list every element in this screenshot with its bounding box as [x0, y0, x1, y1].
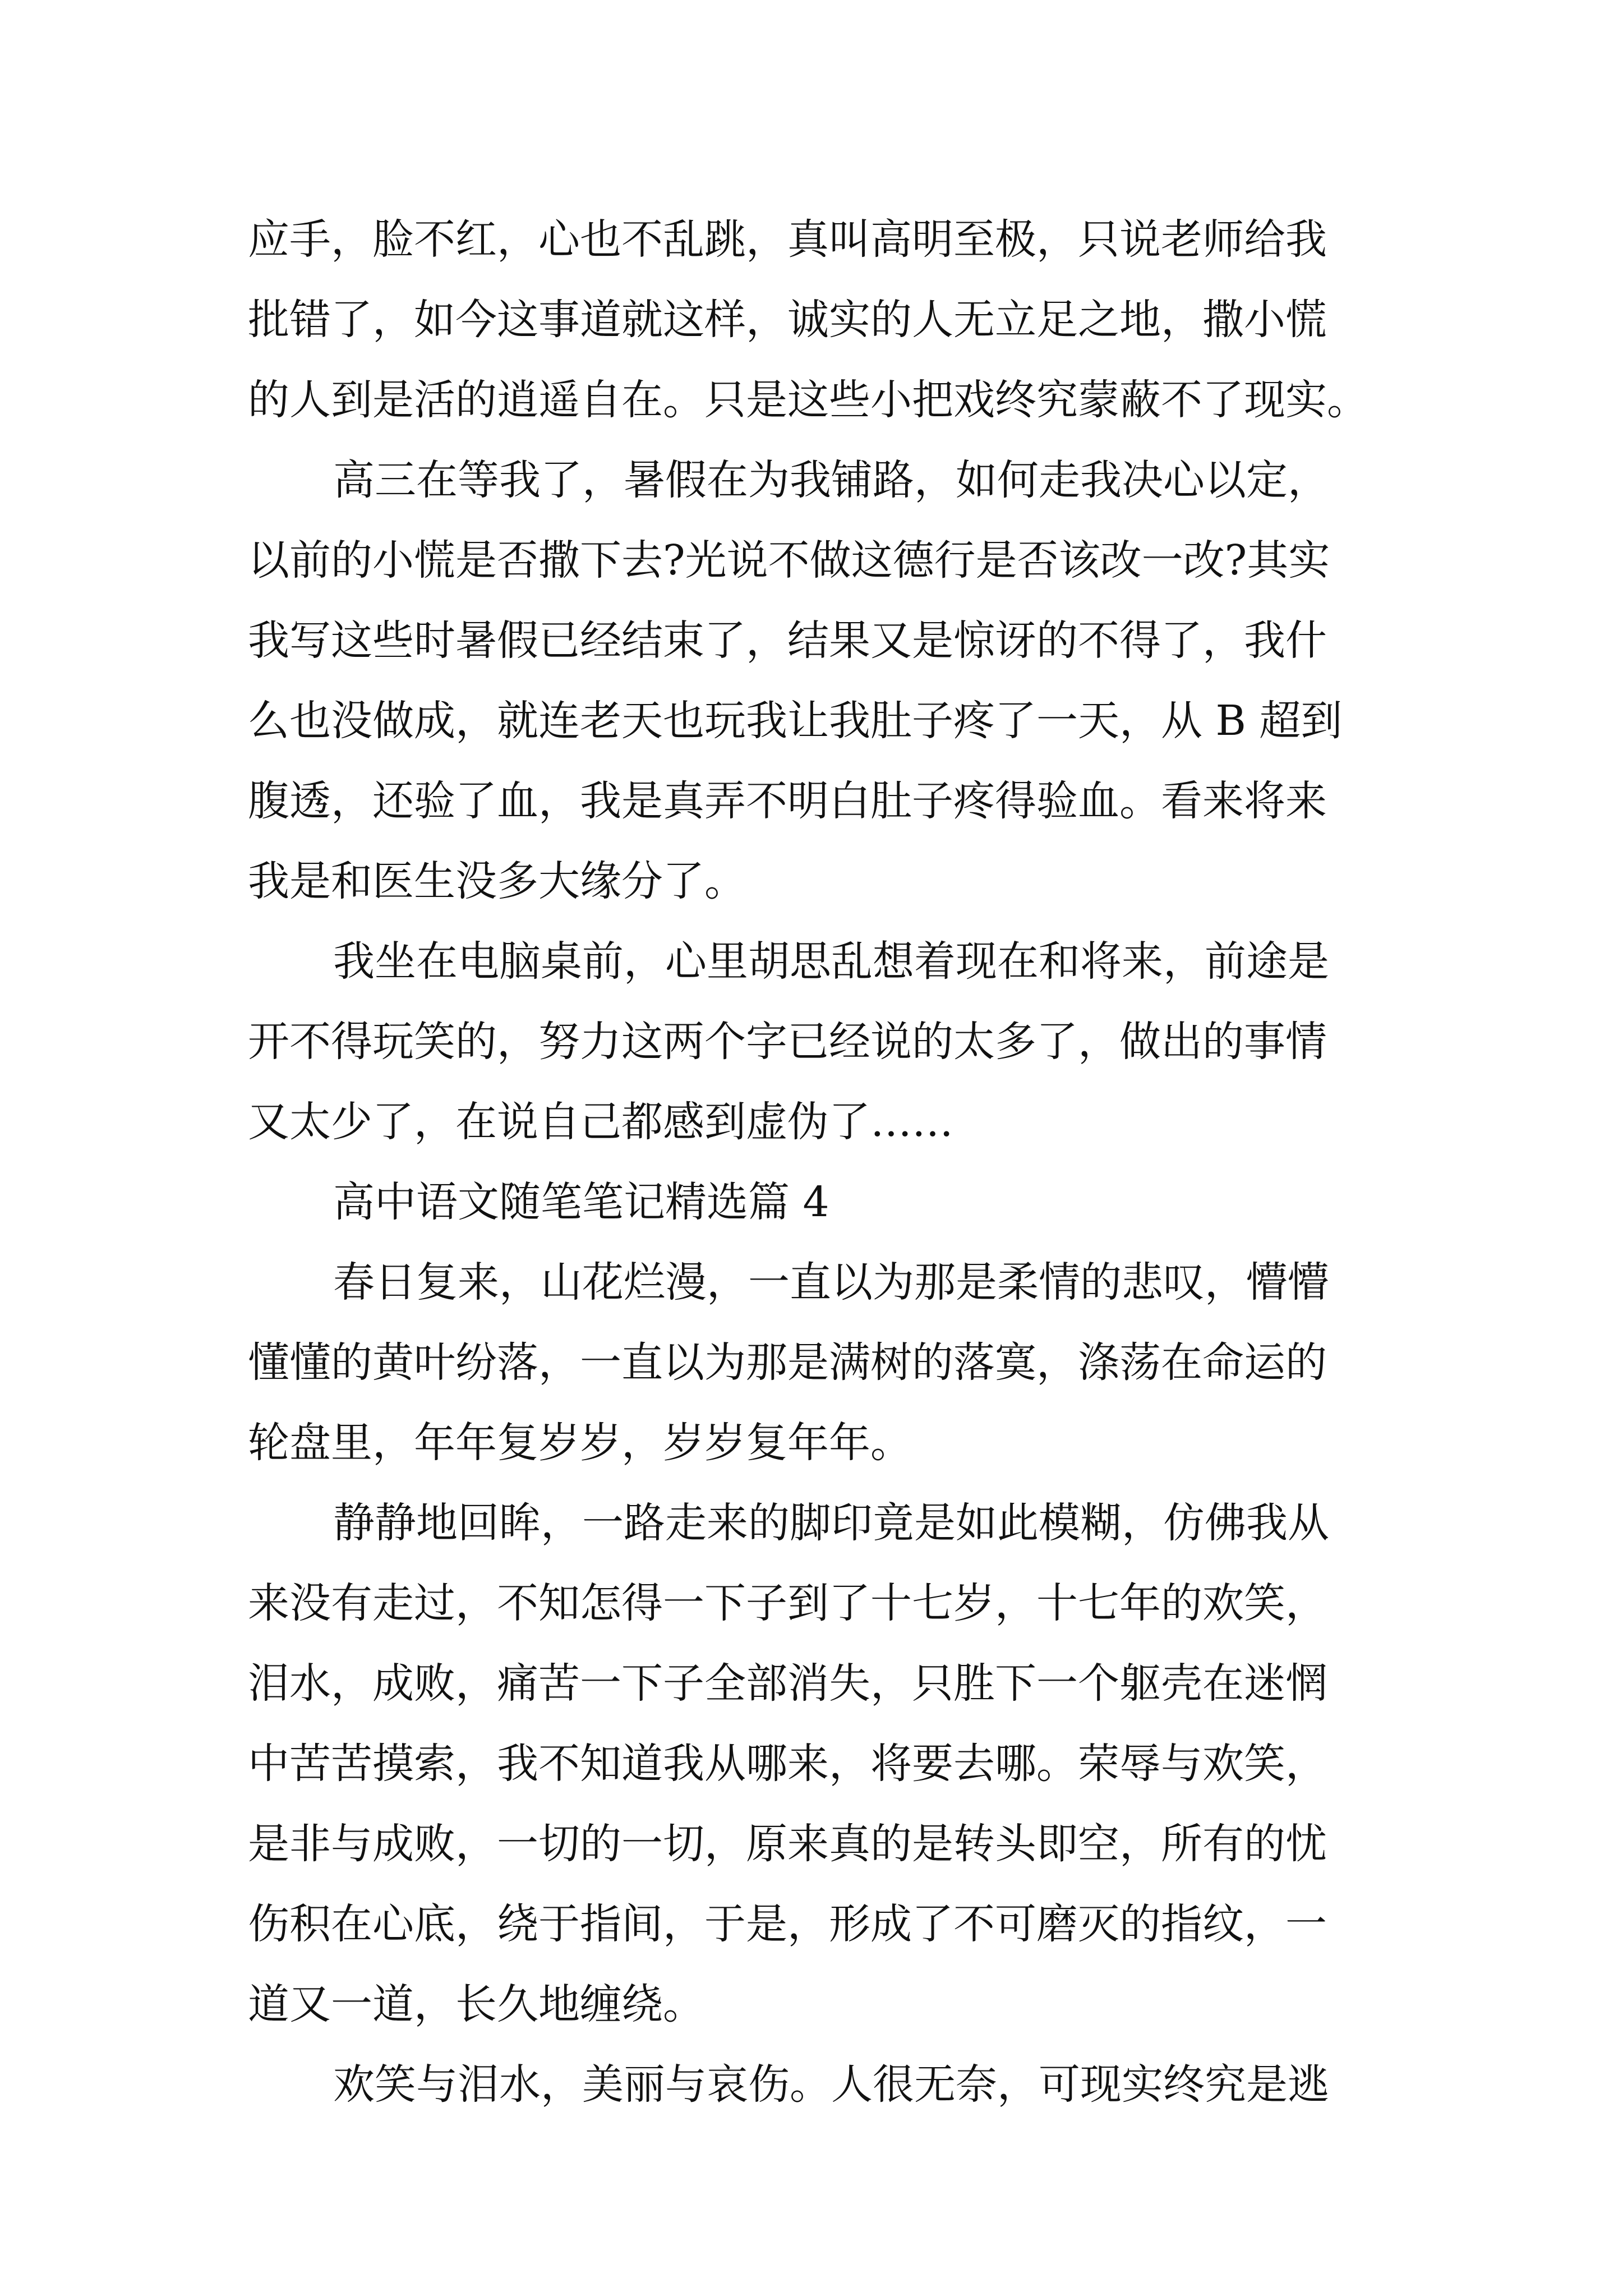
text-line: 春日复来，山花烂漫，一直以为那是柔情的悲叹，懵懵 — [333, 1258, 1329, 1306]
text-line: 我坐在电脑桌前，心里胡思乱想着现在和将来，前途是 — [333, 937, 1329, 986]
text-line: 静静地回眸，一路走来的脚印竟是如此模糊，仿佛我从 — [333, 1499, 1329, 1547]
text-line: 以前的小慌是否撒下去?光说不做这德行是否该改一改?其实 — [248, 536, 1330, 585]
text-line: 应手，脸不红，心也不乱跳，真叫高明至极，只说老师给我 — [248, 215, 1327, 264]
text-line: 么也没做成，就连老天也玩我让我肚子疼了一天，从 B 超到 — [248, 697, 1343, 745]
text-line: 又太少了，在说自己都感到虚伪了…… — [248, 1098, 953, 1146]
text-line: 来没有走过，不知怎得一下子到了十七岁，十七年的欢笑， — [248, 1579, 1327, 1627]
text-line: 道又一道，长久地缠绕。 — [248, 1980, 704, 2028]
text-line: 伤积在心底，绕于指间，于是，形成了不可磨灭的指纹，一 — [248, 1900, 1327, 1948]
text-line: 是非与成败，一切的一切，原来真的是转头即空，所有的忧 — [248, 1820, 1327, 1868]
text-line: 我是和医生没多大缘分了。 — [248, 857, 746, 905]
text-line: 懂懂的黄叶纷落，一直以为那是满树的落寞，涤荡在命运的 — [248, 1338, 1327, 1387]
text-line: 我写这些时暑假已经结束了，结果又是惊讶的不得了，我什 — [248, 616, 1327, 665]
text-line: 的人到是活的逍遥自在。只是这些小把戏终究蒙蔽不了现实。 — [248, 376, 1368, 424]
text-line: 批错了，如今这事道就这样，诚实的人无立足之地，撒小慌 — [248, 296, 1327, 344]
text-line: 开不得玩笑的，努力这两个字已经说的太多了，做出的事情 — [248, 1018, 1327, 1066]
text-line: 中苦苦摸索，我不知道我从哪来，将要去哪。荣辱与欢笑， — [248, 1740, 1327, 1788]
text-line: 欢笑与泪水，美丽与哀伤。人很无奈，可现实终究是逃 — [333, 2060, 1329, 2109]
text-line: 腹透，还验了血，我是真弄不明白肚子疼得验血。看来将来 — [248, 777, 1327, 825]
section-heading: 高中语文随笔笔记精选篇 4 — [333, 1178, 829, 1226]
text-line: 泪水，成败，痛苦一下子全部消失，只胜下一个躯壳在迷惘 — [248, 1659, 1327, 1708]
document-body — [248, 200, 1386, 2125]
text-line: 轮盘里，年年复岁岁，岁岁复年年。 — [248, 1419, 912, 1467]
text-line: 高三在等我了，暑假在为我铺路，如何走我决心以定， — [333, 456, 1329, 504]
